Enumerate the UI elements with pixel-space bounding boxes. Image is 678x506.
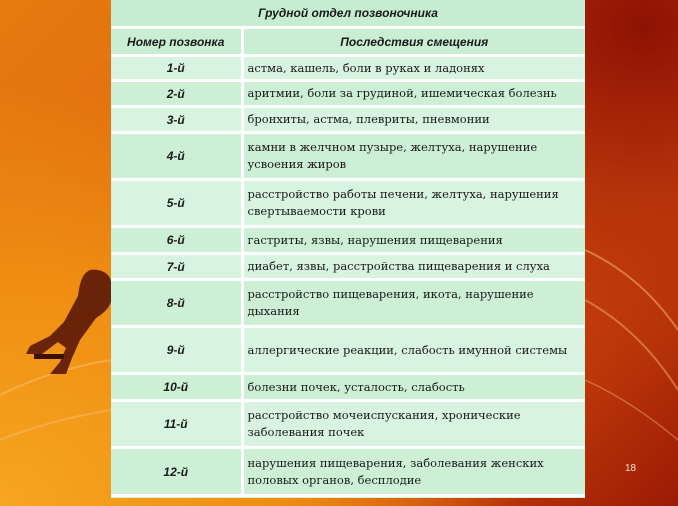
vertebra-number: 9-й — [111, 327, 242, 374]
vertebra-number: 2-й — [111, 81, 242, 107]
table-row — [111, 56, 585, 81]
displacement-consequences: расстройство мочеиспускания, хронические заболевания почек — [242, 401, 585, 448]
vertebra-number: 8-й — [111, 280, 242, 327]
slide-number: 18 — [625, 463, 637, 474]
runner-silhouette-image — [20, 262, 120, 392]
displacement-consequences: камни в желчном пузыре, желтуха, нарушение усвоения жиров — [242, 133, 585, 180]
table-header-row — [111, 28, 585, 56]
vertebra-number: 12-й — [111, 448, 242, 496]
table-row — [111, 133, 585, 180]
vertebrae-table-container — [111, 0, 585, 498]
vertebra-number: 10-й — [111, 374, 242, 401]
displacement-consequences: болезни почек, усталость, слабость — [242, 374, 585, 401]
column-header-consequences: Последствия смещения — [242, 28, 585, 56]
table-row — [111, 107, 585, 133]
displacement-consequences: аритмии, боли за грудиной, ишемическая болезнь — [242, 81, 585, 107]
table-row — [111, 180, 585, 227]
displacement-consequences: нарушения пищеварения, заболевания женских половых органов, бесплодие — [242, 448, 585, 496]
vertebra-number: 11-й — [111, 401, 242, 448]
vertebra-number: 7-й — [111, 254, 242, 280]
table-row — [111, 327, 585, 374]
table-row — [111, 401, 585, 448]
table-title: Грудной отдел позвоночника — [111, 0, 585, 28]
table-row — [111, 227, 585, 254]
displacement-consequences: расстройство пищеварения, икота, нарушение дыхания — [242, 280, 585, 327]
table-row — [111, 448, 585, 496]
table-row — [111, 374, 585, 401]
thoracic-spine-table — [111, 0, 585, 497]
displacement-consequences: аллергические реакции, слабость имунной системы — [242, 327, 585, 374]
vertebra-number: 1-й — [111, 56, 242, 81]
table-row — [111, 81, 585, 107]
displacement-consequences: диабет, язвы, расстройства пищеварения и слуха — [242, 254, 585, 280]
displacement-consequences: бронхиты, астма, плевриты, пневмонии — [242, 107, 585, 133]
table-row — [111, 254, 585, 280]
column-header-vertebra-number: Номер позвонка — [111, 28, 242, 56]
displacement-consequences: астма, кашель, боли в руках и ладонях — [242, 56, 585, 81]
displacement-consequences: гастриты, язвы, нарушения пищеварения — [242, 227, 585, 254]
table-row — [111, 280, 585, 327]
table-title-row — [111, 0, 585, 28]
vertebra-number: 4-й — [111, 133, 242, 180]
vertebra-number: 3-й — [111, 107, 242, 133]
vertebra-number: 5-й — [111, 180, 242, 227]
displacement-consequences: расстройство работы печени, желтуха, нарушения свертываемости крови — [242, 180, 585, 227]
vertebra-number: 6-й — [111, 227, 242, 254]
